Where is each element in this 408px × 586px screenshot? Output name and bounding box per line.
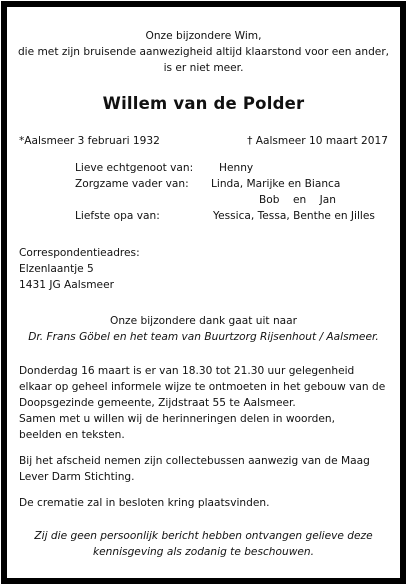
deceased-name: Willem van de Polder: [102, 94, 305, 113]
paragraph-line: Doopsgezinde gemeente, Zijdstraat 55 te Aalsmeer.: [19, 397, 296, 409]
paragraph-line: Bij het afscheid nemen zijn collectebussen aanwezig van de Maag: [19, 455, 370, 467]
thanks-line-2: Dr. Frans Göbel en het team van Buurtzorg Rijsenhout / Aalsmeer.: [28, 331, 379, 343]
paragraph-line: Samen met u willen wij de herinneringen delen in woorden,: [19, 413, 335, 425]
closing-line-1: Zij die geen persoonlijk bericht hebben ontvangen gelieve deze: [34, 530, 373, 542]
address-line: Elzenlaantje 5: [19, 263, 94, 275]
paragraph-line: elkaar op geheel informele wijze te ontmoeten in het gebouw van de: [19, 381, 386, 393]
death-date: † Aalsmeer 10 maart 2017: [247, 135, 388, 147]
family-label: Lieve echtgenoot van:: [75, 162, 194, 174]
paragraph-line: Donderdag 16 maart is er van 18.30 tot 21.30 uur gelegenheid: [19, 365, 355, 377]
family-value: Linda, Marijke en Bianca: [211, 178, 341, 190]
address-line: Correspondentieadres:: [19, 247, 140, 259]
address-line: 1431 JG Aalsmeer: [19, 279, 114, 291]
family-value: Bob en Jan: [259, 194, 336, 206]
family-value: Yessica, Tessa, Benthe en Jilles: [213, 210, 375, 222]
paragraph-line: beelden en teksten.: [19, 429, 125, 441]
family-label: Liefste opa van:: [75, 210, 160, 222]
cremation-paragraph: De crematie zal in besloten kring plaatsvinden.: [19, 497, 270, 509]
intro-line-2: die met zijn bruisende aanwezigheid altijd klaarstond voor een ander,: [17, 46, 390, 58]
death-notice-card: [1, 1, 406, 584]
paragraph-line: Lever Darm Stichting.: [19, 471, 135, 483]
intro-line-1: Onze bijzondere Wim,: [145, 30, 262, 42]
birth-date: *Aalsmeer 3 februari 1932: [19, 135, 160, 147]
thanks-line-1: Onze bijzondere dank gaat uit naar: [109, 315, 297, 327]
family-value: Henny: [219, 162, 254, 174]
intro-line-3: is er niet meer.: [163, 62, 244, 74]
closing-line-2: kennisgeving als zodanig te beschouwen.: [93, 546, 314, 558]
family-label: Zorgzame vader van:: [75, 178, 189, 190]
